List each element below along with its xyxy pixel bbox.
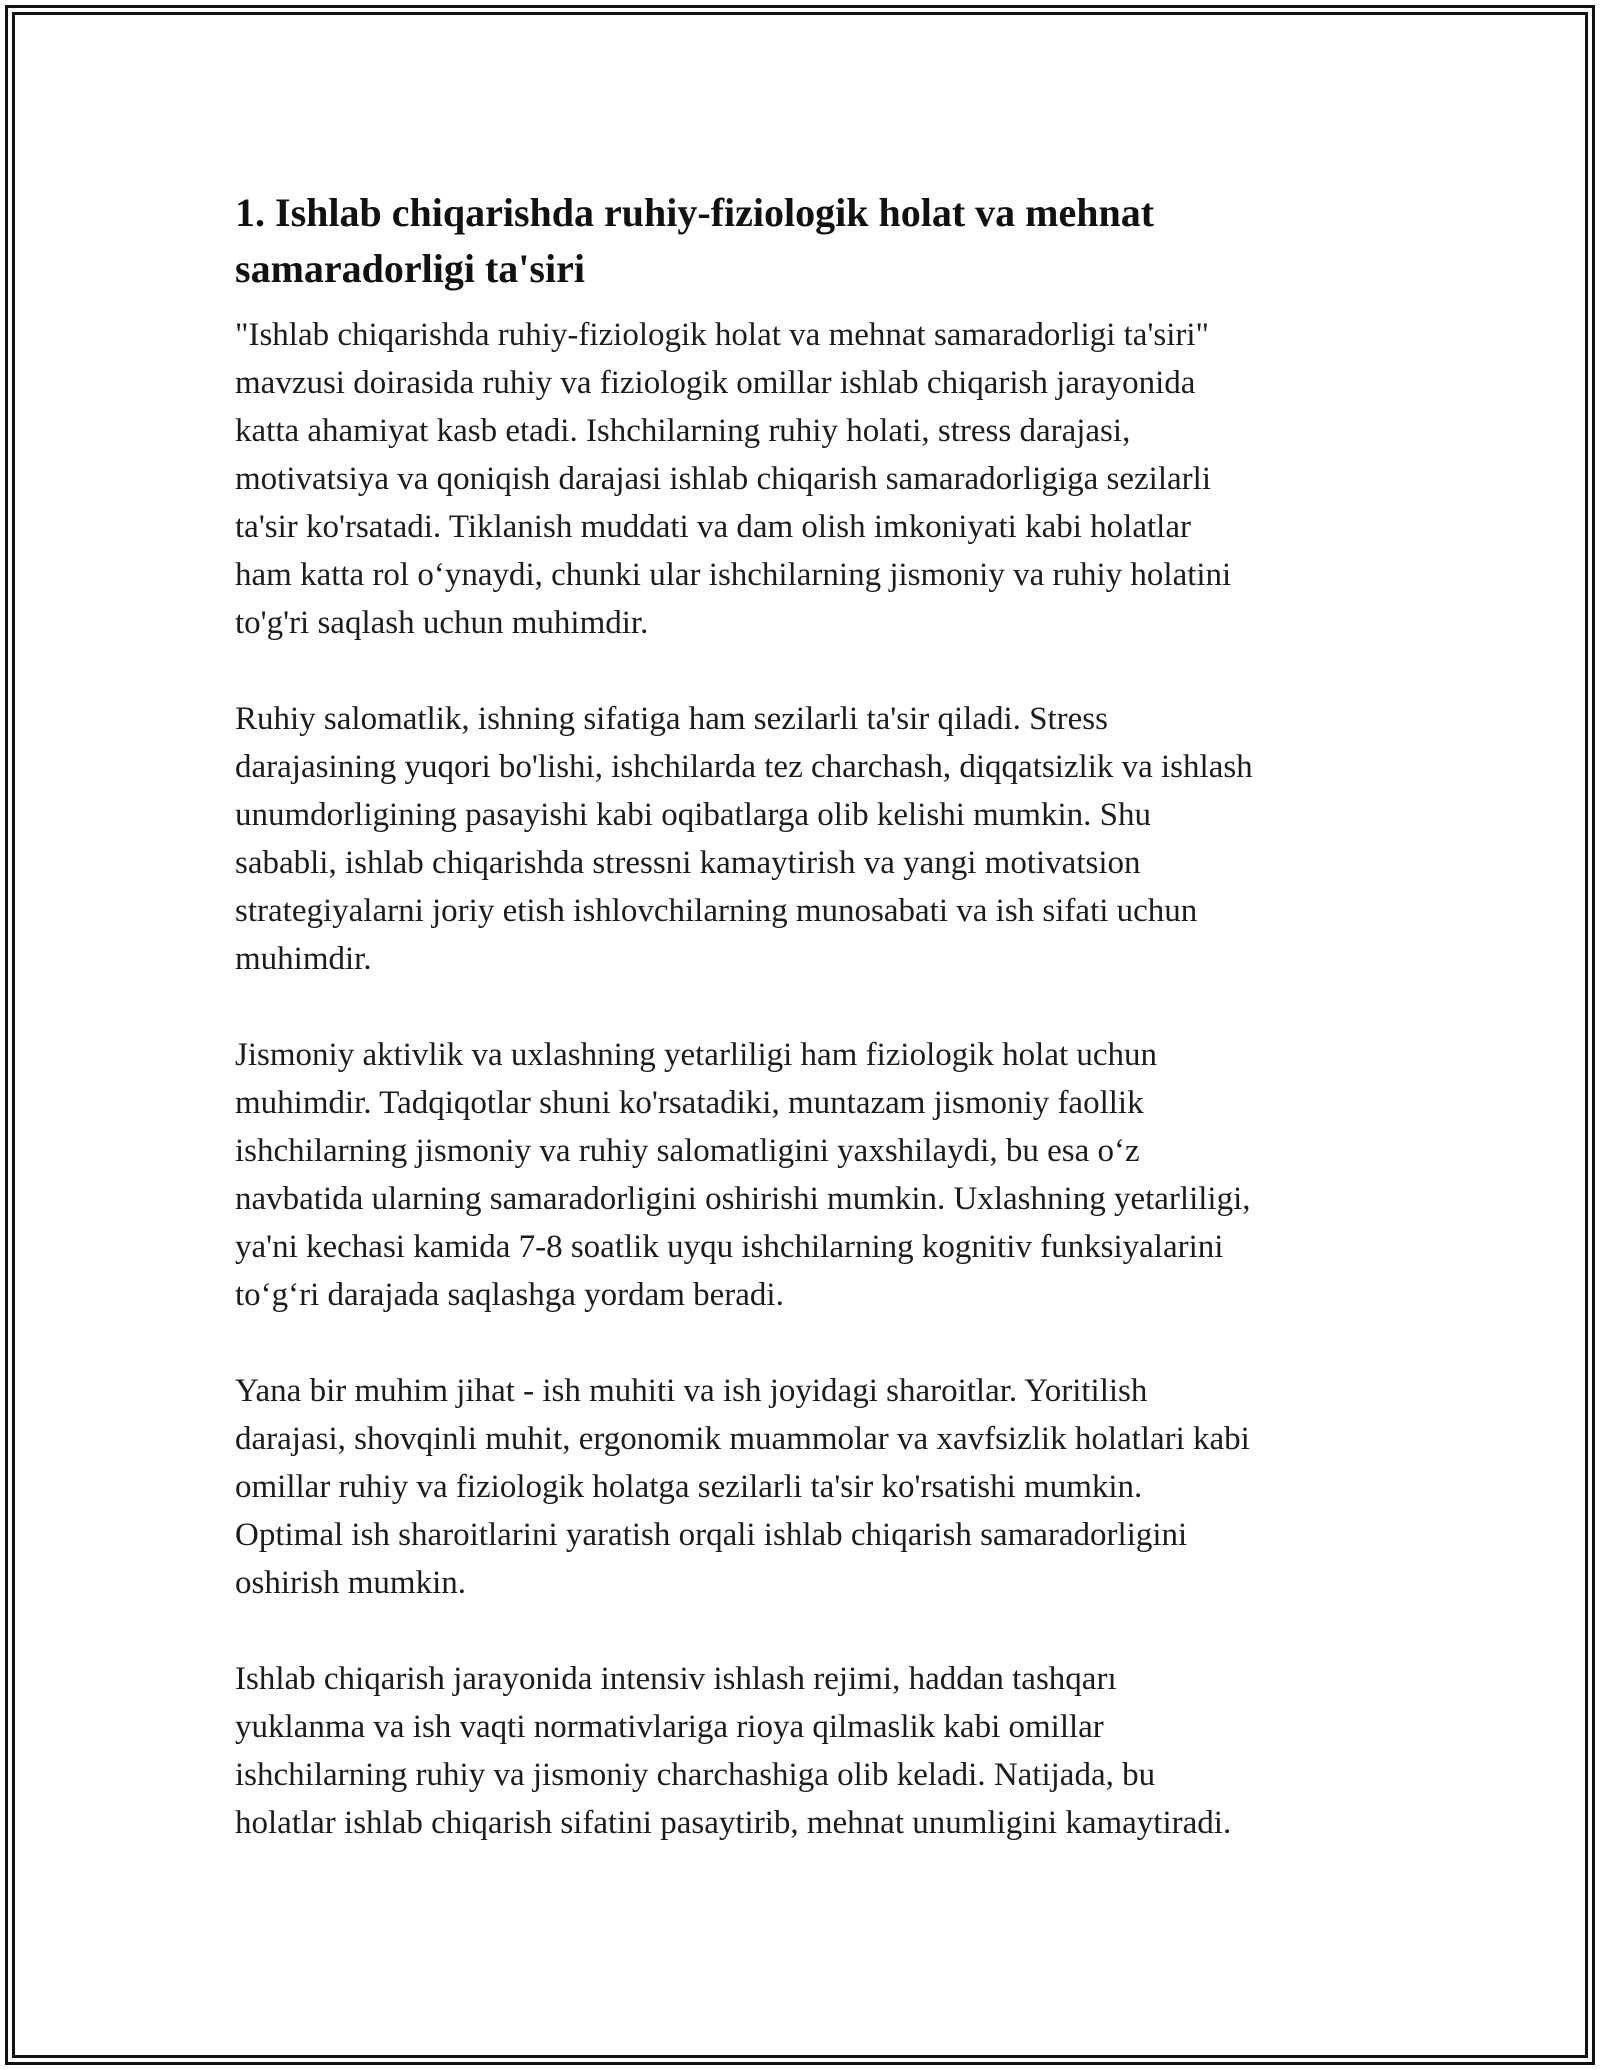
text-line: sababli, ishlab chiqarishda stressni kamaytirish va yangi motivatsion — [235, 845, 1141, 881]
text-line: oshirish mumkin. — [235, 1565, 467, 1601]
text-line: darajasi, shovqinli muhit, ergonomik muammolar va xavfsizlik holatlari kabi — [235, 1421, 1250, 1457]
text-line: mavzusi doirasida ruhiy va fiziologik omillar ishlab chiqarish jarayonida — [235, 365, 1196, 401]
text-line: omillar ruhiy va fiziologik holatga sezilarli ta'sir ko'rsatishi mumkin. — [235, 1469, 1143, 1505]
heading-line: samaradorligi ta'siri — [235, 246, 585, 291]
text-line: Jismoniy aktivlik va uxlashning yetarliligi ham fiziologik holat uchun — [235, 1037, 1158, 1073]
text-line: Ishlab chiqarish jarayonida intensiv ishlash rejimi, haddan tashqarı — [235, 1661, 1117, 1697]
heading-line: 1. Ishlab chiqarishda ruhiy-fiziologik holat va mehnat — [235, 190, 1155, 235]
text-line: "Ishlab chiqarishda ruhiy-fiziologik holat va mehnat samaradorligi ta'siri" — [235, 317, 1210, 353]
text-line: ta'sir ko'rsatadi. Tiklanish muddati va dam olish imkoniyati kabi holatlar — [235, 509, 1191, 545]
document-body — [235, 185, 1385, 1895]
text-line: strategiyalarni joriy etish ishlovchilarning munosabati va ish sifati uchun — [235, 893, 1198, 929]
text-line: ya'ni kechasi kamida 7-8 soatlik uyqu ishchilarning kognitiv funksiyalarini — [235, 1229, 1224, 1265]
text-line: unumdorligining pasayishi kabi oqibatlarga olib kelishi mumkin. Shu — [235, 797, 1151, 833]
text-line: ishchilarning ruhiy va jismoniy charchashiga olib keladi. Natijada, bu — [235, 1757, 1156, 1793]
text-line: Yana bir muhim jihat - ish muhiti va ish joyidagi sharoitlar. Yoritilish — [235, 1373, 1148, 1409]
text-line: to‘g‘ri darajada saqlashga yordam beradi. — [235, 1277, 784, 1313]
section-heading — [235, 185, 1385, 297]
text-line: muhimdir. — [235, 941, 372, 977]
text-line: Optimal ish sharoitlarini yaratish orqali ishlab chiqarish samaradorligini — [235, 1517, 1188, 1553]
paragraph-4 — [235, 1367, 1385, 1607]
text-line: ham katta rol o‘ynaydi, chunki ular ishchilarning jismoniy va ruhiy holatini — [235, 557, 1232, 593]
text-line: navbatida ularning samaradorligini oshirishi mumkin. Uxlashning yetarliligi, — [235, 1181, 1251, 1217]
text-line: ishchilarning jismoniy va ruhiy salomatligini yaxshilaydi, bu esa o‘z — [235, 1133, 1140, 1169]
paragraph-1 — [235, 311, 1385, 647]
paragraph-5 — [235, 1655, 1385, 1847]
paragraph-3 — [235, 1031, 1385, 1319]
paragraph-2 — [235, 695, 1385, 983]
text-line: Ruhiy salomatlik, ishning sifatiga ham sezilarli ta'sir qiladi. Stress — [235, 701, 1108, 737]
text-line: darajasining yuqori bo'lishi, ishchilarda tez charchash, diqqatsizlik va ishlash — [235, 749, 1253, 785]
text-line: motivatsiya va qoniqish darajasi ishlab chiqarish samaradorligiga sezilarli — [235, 461, 1211, 497]
text-line: holatlar ishlab chiqarish sifatini pasaytirib, mehnat unumligini kamaytiradi. — [235, 1805, 1232, 1841]
text-line: muhimdir. Tadqiqotlar shuni ko'rsatadiki, muntazam jismoniy faollik — [235, 1085, 1144, 1121]
text-line: katta ahamiyat kasb etadi. Ishchilarning ruhiy holati, stress darajasi, — [235, 413, 1131, 449]
text-line: to'g'ri saqlash uchun muhimdir. — [235, 605, 649, 641]
text-line: yuklanma va ish vaqti normativlariga rioya qilmaslik kabi omillar — [235, 1709, 1104, 1745]
